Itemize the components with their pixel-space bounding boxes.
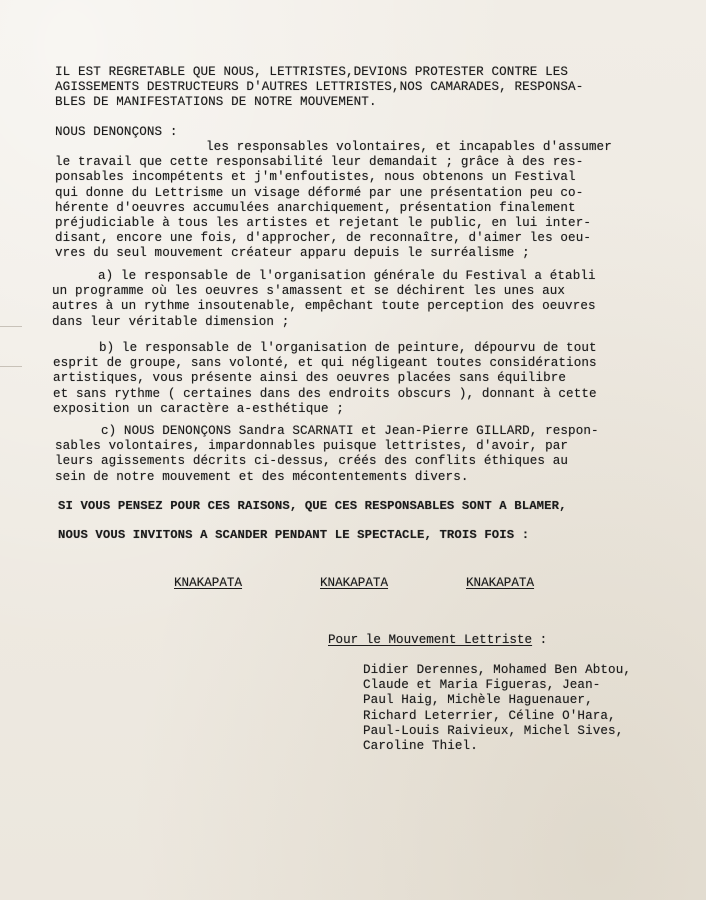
signatories-list: Didier Derennes, Mohamed Ben Abtou, Claude et Maria Figueras, Jean- Paul Haig, Michèle Haguenauer, Richard Leterrier, Céline O'Hara, Paul-Louis Raivieux, Michel Sives, Caroline Thiel. [363,663,632,754]
paper-fold-mark [0,366,22,367]
paragraph-c: c) NOUS DENONÇONS Sandra SCARNATI et Jean-Pierre GILLARD, respon- sables volontaires, impardonnables puisque lettristes, d'avoir, par leurs agissements décrits ci-dessus, créés des conflits éthiques au sein de notre mouvement et des mécontentements divers. [55,424,599,484]
blame-line: SI VOUS PENSEZ POUR CES RAISONS, QUE CES RESPONSABLES SONT A BLAMER, [58,499,567,513]
signature-heading-text: Pour le Mouvement Lettriste [328,633,533,647]
paragraph-1: les responsables volontaires, et incapables d'assumer le travail que cette responsabilité leur demandait ; grâce à des res- ponsables incompétents et j'm'enfoutistes, nous obtenons un Festival qui donne du Lettrisme un visage déformé par une présentation peu co- hérente d'oeuvres accumulées anarchiquement, présentation finalement préjudiciable à tous les artistes et rejetant le public, en lui inter- disant, encore une fois, d'approcher, de reconnaître, d'aimer les oeu- vres du seul mouvement créateur apparu depuis le surréalisme ; [55,140,612,261]
paper-fold-mark [0,326,22,327]
paragraph-b: b) le responsable de l'organisation de peinture, dépourvu de tout esprit de groupe, sans volonté, et qui négligeant toutes considérations artistiques, vous présente ainsi des oeuvres placées sans équilibre et sans rythme ( certaines dans des endroits obscurs ), donnant à cette exposition un caractère a-esthétique ; [53,341,597,416]
chant-word: KNAKAPATA [174,576,243,590]
signature-heading [328,633,547,648]
signature-heading-colon: : [532,633,548,647]
paragraph-a: a) le responsable de l'organisation générale du Festival a établi un programme où les oeuvres s'amassent et se déchirent les unes aux autres à un rythme insoutenable, empêchant toute perception des oeuvres dans leur véritable dimension ; [52,269,596,329]
invite-line: NOUS VOUS INVITONS A SCANDER PENDANT LE SPECTACLE, TROIS FOIS : [58,528,530,542]
denounce-heading: NOUS DENONÇONS : [55,125,178,139]
chant-word: KNAKAPATA [320,576,389,590]
chant-word: KNAKAPATA [466,576,535,590]
intro-paragraph: IL EST REGRETABLE QUE NOUS, LETTRISTES,DEVIONS PROTESTER CONTRE LES AGISSEMENTS DESTRUCTEURS D'AUTRES LETTRISTES,NOS CAMARADES, RESPONSA- BLES DE MANIFESTATIONS DE NOTRE MOUVEMENT. [55,65,584,110]
